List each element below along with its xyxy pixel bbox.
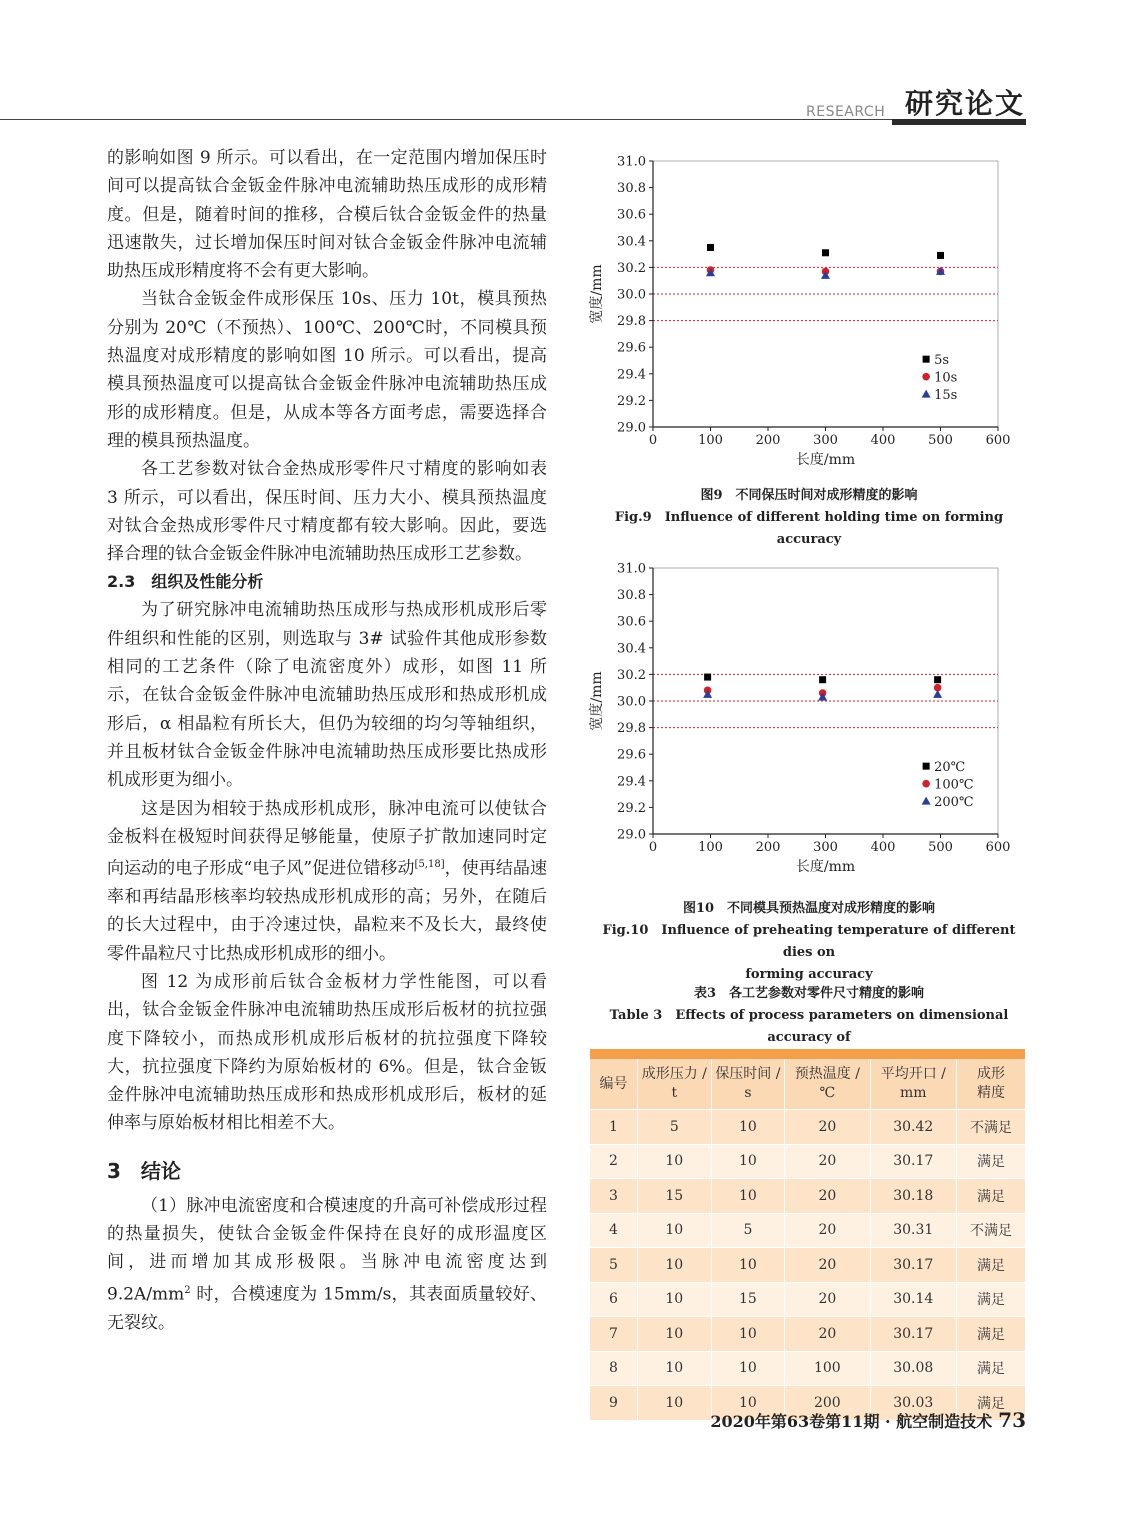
table-row [590, 1248, 1025, 1283]
th-preheat-temp: 预热温度 / ℃ [785, 1059, 870, 1110]
table-row [590, 1144, 1025, 1179]
table-cell: 10 [711, 1179, 785, 1214]
table-cell: 6 [590, 1282, 638, 1317]
table-row [590, 1282, 1025, 1317]
table-cell: 10 [638, 1144, 712, 1179]
page-footer [710, 1408, 1026, 1432]
section-heading-2-3: 2.3 组织及性能分析 [107, 572, 264, 592]
paragraph-5-a: 这是因为相较于热成形机成形，脉冲电流可以使钛合金板料在极短时间获得足够能量，使原子扩散加速同时定向运动的电子形成“电子风”促进位错移动 [107, 798, 547, 879]
table-cell: 满足 [957, 1351, 1025, 1386]
y-tick-label: 30.2 [617, 667, 646, 683]
paragraph-5-b: ，使再结晶速率和再结晶形核率均较热成形机成形的高；另外，在随后的长大过程中，由于冷速过快，晶粒来不及长大，最终使零件晶粒尺寸比热成形机成形的细小。 [107, 858, 547, 964]
table-row [590, 1110, 1025, 1145]
table-3-top-band [590, 1049, 1025, 1059]
table-cell: 5 [590, 1248, 638, 1283]
paragraph-5 [107, 795, 547, 968]
y-axis-label: 宽度/mm [589, 671, 605, 731]
table-cell: 20 [785, 1248, 870, 1283]
legend-marker [923, 356, 930, 363]
x-tick-label: 100 [698, 840, 723, 855]
y-tick-label: 30.6 [617, 614, 646, 630]
table-cell: 3 [590, 1179, 638, 1214]
legend-label: 5s [934, 353, 950, 369]
th-holding-time: 保压时间 / s [711, 1059, 785, 1110]
x-tick-label: 0 [648, 433, 658, 448]
figure-10-caption-cn: 图10 不同模具预热温度对成形精度的影响 [682, 901, 936, 916]
y-tick-label: 30.4 [617, 641, 646, 657]
table-cell: 不满足 [957, 1110, 1025, 1145]
paragraph-7-b: 时，合模速度为 15mm/s，其表面质量较好、无裂纹。 [107, 1284, 547, 1333]
legend-label: 200℃ [934, 795, 974, 811]
th-number: 编号 [590, 1059, 638, 1110]
table-cell: 9 [590, 1386, 638, 1420]
x-tick-label: 100 [698, 433, 723, 448]
table-cell: 30.17 [870, 1248, 957, 1283]
superscript-2: 2 [184, 1284, 191, 1296]
legend-marker [922, 780, 930, 788]
table-cell: 20 [785, 1213, 870, 1248]
table-cell: 20 [785, 1317, 870, 1352]
table-cell: 10 [638, 1248, 712, 1283]
table-cell: 满足 [957, 1248, 1025, 1283]
table-cell: 15 [638, 1179, 712, 1214]
table-cell: 20 [785, 1110, 870, 1145]
table-cell: 30.17 [870, 1317, 957, 1352]
table-cell: 30.08 [870, 1351, 957, 1386]
paragraph-2: 当钛合金钣金件成形保压 10s、压力 10t，模具预热分别为 20℃（不预热）、100℃、200℃时，不同模具预热温度对成形精度的影响如图 10 所示。可以看出，提高模具预热温度可以提高钛合金钣金件脉冲电流辅助热压成形的成形精度。但是，从成本等各方面考虑，需要选择合理的模具预热温度。 [107, 289, 547, 451]
y-tick-label: 29.2 [617, 393, 646, 409]
x-tick-label: 500 [928, 433, 953, 448]
table-cell: 10 [638, 1213, 712, 1248]
table-cell: 7 [590, 1317, 638, 1352]
table-cell: 20 [785, 1282, 870, 1317]
table-cell: 满足 [957, 1386, 1025, 1420]
th-avg-opening: 平均开口 / mm [870, 1059, 957, 1110]
citation-ref: [5,18] [414, 859, 445, 871]
table-cell: 20 [785, 1144, 870, 1179]
table-cell: 5 [638, 1110, 712, 1145]
figure-10-caption-en-2: forming accuracy [745, 967, 873, 982]
th-pressure: 成形压力 / t [638, 1059, 712, 1110]
y-tick-label: 30.4 [617, 234, 646, 250]
legend-label: 10s [934, 370, 958, 386]
y-tick-label: 29.0 [617, 827, 646, 843]
y-tick-label: 29.8 [617, 721, 646, 737]
table-cell: 满足 [957, 1144, 1025, 1179]
x-tick-label: 200 [755, 840, 781, 855]
data-point [934, 676, 941, 683]
y-tick-label: 30.6 [617, 207, 646, 223]
figure-10-svg [580, 552, 1030, 887]
section-heading-3: 3 结论 [107, 1158, 181, 1183]
table-cell: 10 [711, 1351, 785, 1386]
y-axis-label: 宽度/mm [589, 264, 605, 324]
y-tick-label: 29.6 [617, 340, 646, 356]
table-row [590, 1179, 1025, 1214]
journal-info: 2020年第63卷第11期 · 航空制造技术 [710, 1412, 993, 1431]
table-cell: 30.42 [870, 1110, 957, 1145]
figure-9-caption-en: Fig.9 Influence of different holding time on forming accuracy [614, 510, 1004, 547]
table-cell: 100 [785, 1351, 870, 1386]
table-cell: 1 [590, 1110, 638, 1145]
table-3 [590, 1059, 1025, 1420]
y-tick-label: 30.8 [617, 181, 646, 197]
paragraph-6: 图 12 为成形前后钛合金板材力学性能图，可以看出，钛合金钣金件脉冲电流辅助热压成形后板材的抗拉强度下降较小，而热成形机成形后板材的抗拉强度下降较大，抗拉强度下降约为原始板材的 6%。但是，钛合金钣金件脉冲电流辅助热压成形和热成形机成形后，板材的延伸率与原始板材相比相差不大。 [107, 971, 547, 1134]
table-3-caption-cn: 表3 各工艺参数对零件尺寸精度的影响 [693, 986, 925, 1001]
table-cell: 30.31 [870, 1213, 957, 1248]
table-cell: 满足 [957, 1317, 1025, 1352]
data-point [704, 674, 711, 681]
y-tick-label: 30.2 [617, 260, 646, 276]
paragraph-4: 为了研究脉冲电流辅助热压成形与热成形机成形后零件组织和性能的区别，则选取与 3# 试验件其他成形参数相同的工艺条件（除了电流密度外）成形，如图 11 所示，在钛合金钣金件脉冲电流辅助热压成形和热成形机成形后，α 相晶粒有所长大，但仍为较细的均匀等轴组织，并且板材钛合金钣金件脉冲电流辅助热压成形要比热成形机成形更为细小。 [107, 600, 547, 791]
data-point [819, 676, 826, 683]
x-tick-label: 400 [870, 433, 896, 448]
table-cell: 10 [638, 1386, 712, 1420]
y-tick-label: 29.4 [617, 367, 646, 383]
figure-9-chart [580, 145, 1030, 475]
figure-9-svg [580, 145, 1030, 475]
x-tick-label: 200 [755, 433, 781, 448]
figure-9-caption [586, 485, 1032, 551]
legend-label: 100℃ [934, 777, 974, 793]
table-cell: 10 [638, 1351, 712, 1386]
table-cell: 不满足 [957, 1213, 1025, 1248]
y-tick-label: 29.6 [617, 747, 646, 763]
body-text-column [107, 144, 547, 1337]
table-cell: 10 [711, 1144, 785, 1179]
y-tick-label: 30.0 [617, 287, 646, 303]
figure-10-chart [580, 552, 1030, 887]
figure-9-caption-cn: 图9 不同保压时间对成形精度的影响 [700, 488, 918, 503]
data-point [937, 252, 944, 259]
table-cell: 10 [638, 1317, 712, 1352]
table-row [590, 1317, 1025, 1352]
table-cell: 满足 [957, 1282, 1025, 1317]
y-tick-label: 29.2 [617, 800, 646, 816]
y-tick-label: 30.8 [617, 588, 646, 604]
data-point [707, 244, 714, 251]
table-cell: 10 [711, 1110, 785, 1145]
figure-10-caption [586, 898, 1032, 986]
table-cell: 200 [785, 1386, 870, 1420]
page-number: 73 [998, 1408, 1026, 1432]
table-cell: 30.03 [870, 1386, 957, 1420]
table-cell: 4 [590, 1213, 638, 1248]
table-row [590, 1351, 1025, 1386]
table-row [590, 1213, 1025, 1248]
x-tick-label: 600 [985, 840, 1011, 855]
table-cell: 2 [590, 1144, 638, 1179]
y-tick-label: 29.4 [617, 774, 646, 790]
x-tick-label: 0 [648, 840, 658, 855]
x-tick-label: 300 [813, 433, 838, 448]
x-tick-label: 600 [985, 433, 1011, 448]
table-cell: 满足 [957, 1179, 1025, 1214]
table-cell: 10 [638, 1282, 712, 1317]
legend-label: 15s [934, 388, 958, 404]
legend-marker [922, 373, 930, 381]
table-cell: 30.17 [870, 1144, 957, 1179]
header-section-title: 研究论文 [905, 87, 1026, 120]
paragraph-7-a: （1）脉冲电流密度和合模速度的升高可补偿成形过程的热量损失，使钛合金钣金件保持在良好的成形温度区间，进而增加其成形极限。当脉冲电流密度达到 9.2A/mm [107, 1195, 547, 1305]
table-header-row [590, 1059, 1025, 1110]
legend-label: 20℃ [934, 760, 966, 776]
table-3-caption-en-1: Table 3 Effects of process parameters on dimensional accuracy of [609, 1008, 1009, 1045]
x-tick-label: 500 [928, 840, 953, 855]
x-tick-label: 300 [813, 840, 838, 855]
x-tick-label: 400 [870, 840, 896, 855]
legend-marker [923, 763, 930, 770]
table-cell: 10 [711, 1317, 785, 1352]
x-axis-label: 长度/mm [795, 452, 856, 468]
table-cell: 30.18 [870, 1179, 957, 1214]
y-tick-label: 29.0 [617, 420, 646, 436]
y-tick-label: 30.0 [617, 694, 646, 710]
x-axis-label: 长度/mm [795, 859, 856, 875]
paragraph-1: 的影响如图 9 所示。可以看出，在一定范围内增加保压时间可以提高钛合金钣金件脉冲电流辅助热压成形的成形精度。但是，随着时间的推移，合模后钛合金钣金件的热量迅速散失，过长增加保压时间对钛合金钣金件脉冲电流辅助热压成形精度将不会有更大影响。 [107, 148, 547, 282]
table-cell: 20 [785, 1179, 870, 1214]
y-tick-label: 31.0 [617, 561, 646, 577]
y-tick-label: 31.0 [617, 154, 646, 170]
paragraph-3: 各工艺参数对钛合金热成形零件尺寸精度的影响如表 3 所示，可以看出，保压时间、压力大小、模具预热温度对钛合金热成形零件尺寸精度都有较大影响。因此，要选择合理的钛合金钣金件脉冲电流辅助热压成形工艺参数。 [107, 459, 547, 565]
header-research-label: RESEARCH [806, 104, 886, 120]
th-accuracy: 成形 精度 [957, 1059, 1025, 1110]
table-cell: 5 [711, 1213, 785, 1248]
figure-10-caption-en-1: Fig.10 Influence of preheating temperature of different dies on [602, 923, 1016, 960]
table-cell: 10 [711, 1248, 785, 1283]
data-point [822, 249, 829, 256]
paragraph-7 [107, 1192, 547, 1337]
y-tick-label: 29.8 [617, 314, 646, 330]
table-cell: 10 [711, 1386, 785, 1420]
table-cell: 15 [711, 1282, 785, 1317]
table-cell: 30.14 [870, 1282, 957, 1317]
table-cell: 8 [590, 1351, 638, 1386]
